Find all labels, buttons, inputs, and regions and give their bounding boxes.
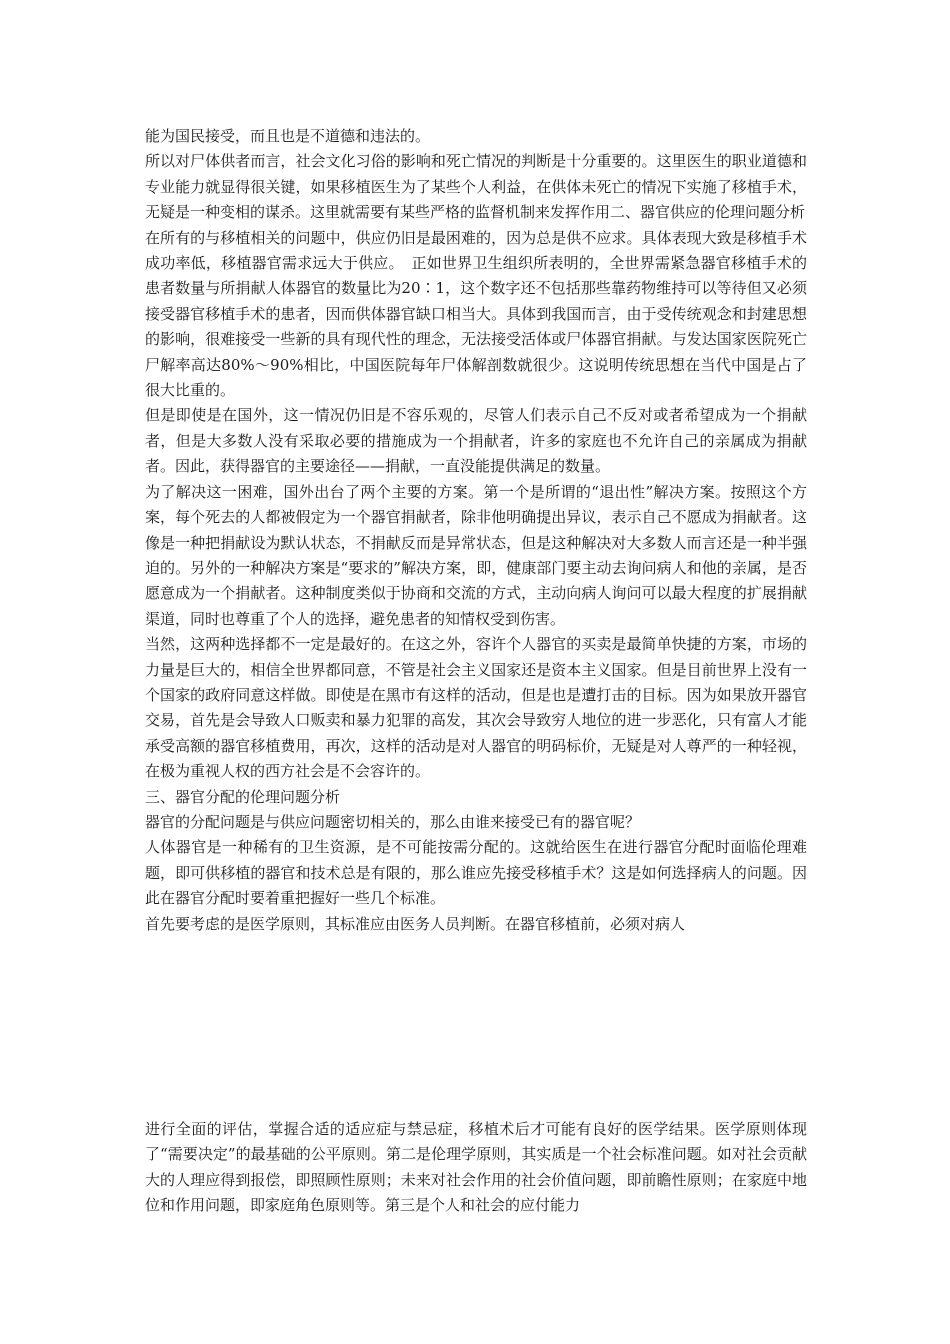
paragraph-6: 当然，这两种选择都不一定是最好的。在这之外，容许个人器官的买卖是最简单快捷的方案，市场的力量是巨大的，相信全世界都同意，不管是社会主义国家还是资本主义国家。但是目前世界上没有一个国家的政府同意这样做。即使是在黑市有这样的活动，但是也是遭打击的目标。因为如果放开器官交易，首先是会导致人口贩卖和暴力犯罪的高发，其次会导致穷人地位的进一步恶化，只有富人才能承受高额的器官移植费用，再次，这样的活动是对人器官的明码标价，无疑是对人尊严的一种轻视，在极为重视人权的西方社会是不会容许的。	[145, 635, 807, 781]
section-heading-3: 三、器官分配的伦理问题分析	[145, 787, 341, 806]
paragraph-5: 为了解决这一困难，国外出台了两个主要的方案。第一个是所谓的“退出性”解决方案。按照这个方案，每个死去的人都被假定为一个器官捐献者，除非他明确提出异议，表示自己不愿成为捐献者。这像是一种把捐献设为默认状态，不捐献反而是异常状态，但是这种解决对大多数人而言还是一种半强迫的。另外的一种解决方案是“要求的”解决方案，即，健康部门要主动去询问病人和他的亲属，是否愿意成为一个捐献者。这种制度类似于协商和交流的方式，主动向病人询问可以最大程度的扩展捐献渠道，同时也尊重了个人的选择，避免患者的知情权受到伤害。	[145, 482, 807, 628]
paragraph-1: 能为国民接受，而且也是不道德和违法的。	[145, 127, 431, 145]
text-block-bottom	[145, 1117, 807, 1219]
paragraph-4: 但是即使是在国外，这一情况仍旧是不容乐观的，尽管人们表示自己不反对或者希望成为一个捐献者，但是大多数人没有采取必要的措施成为一个捐献者，许多的家庭也不允许自己的亲属成为捐献者。因此，获得器官的主要途径——捐献，一直没能提供满足的数量。	[145, 406, 807, 476]
paragraph-3: 在所有的与移植相关的问题中，供应仍旧是最困难的，因为总是供不应求。具体表现大致是移植手术成功率低，移植器官需求远大于供应。 正如世界卫生组织所表明的，全世界需紧急器官移植手术的患者数量与所捐献人体器官的数量比为20∶1，这个数字还不包括那些靠药物维持可以等待但又必须接受器官移植手术的患者，因而供体器官缺口相当大。具体到我国而言，由于受传统观念和封建思想的影响，很难接受一些新的具有现代性的理念，无法接受活体或尸体器官捐献。与发达国家医院死亡尸解率高达80%～90%相比，中国医院每年尸体解剖数就很少。这说明传统思想在当代中国是占了很大比重的。	[145, 228, 807, 400]
paragraph-2: 所以对尸体供者而言，社会文化习俗的影响和死亡情况的判断是十分重要的。这里医生的职业道德和专业能力就显得很关键，如果移植医生为了某些个人利益，在供体未死亡的情况下实施了移植手术，无疑是一种变相的谋杀。这里就需要有某些严格的监督机制来发挥作用二、器官供应的伦理问题分析	[145, 152, 807, 222]
paragraph-9: 首先要考虑的是医学原则，其标准应由医务人员判断。在器官移植前，必须对病人	[145, 914, 686, 933]
paragraph-7: 器官的分配问题是与供应问题密切相关的，那么由谁来接受已有的器官呢？	[145, 812, 641, 831]
paragraph-8: 人体器官是一种稀有的卫生资源，是不可能按需分配的。这就给医生在进行器官分配时面临伦理难题，即可供移植的器官和技术总是有限的，那么谁应先接受移植手术？这是如何选择病人的问题。因此在器官分配时要着重把握好一些几个标准。	[145, 838, 807, 908]
text-block-top	[145, 124, 807, 937]
paragraph-10: 进行全面的评估，掌握合适的适应症与禁忌症，移植术后才可能有良好的医学结果。医学原则体现了“需要决定”的最基础的公平原则。第二是伦理学原则，其实质是一个社会标准问题。如对社会贡献大的人理应得到报偿，即照顾性原则；未来对社会作用的社会价值问题，即前瞻性原则；在家庭中地位和作用问题，即家庭角色原则等。第三是个人和社会的应付能力	[145, 1120, 807, 1215]
